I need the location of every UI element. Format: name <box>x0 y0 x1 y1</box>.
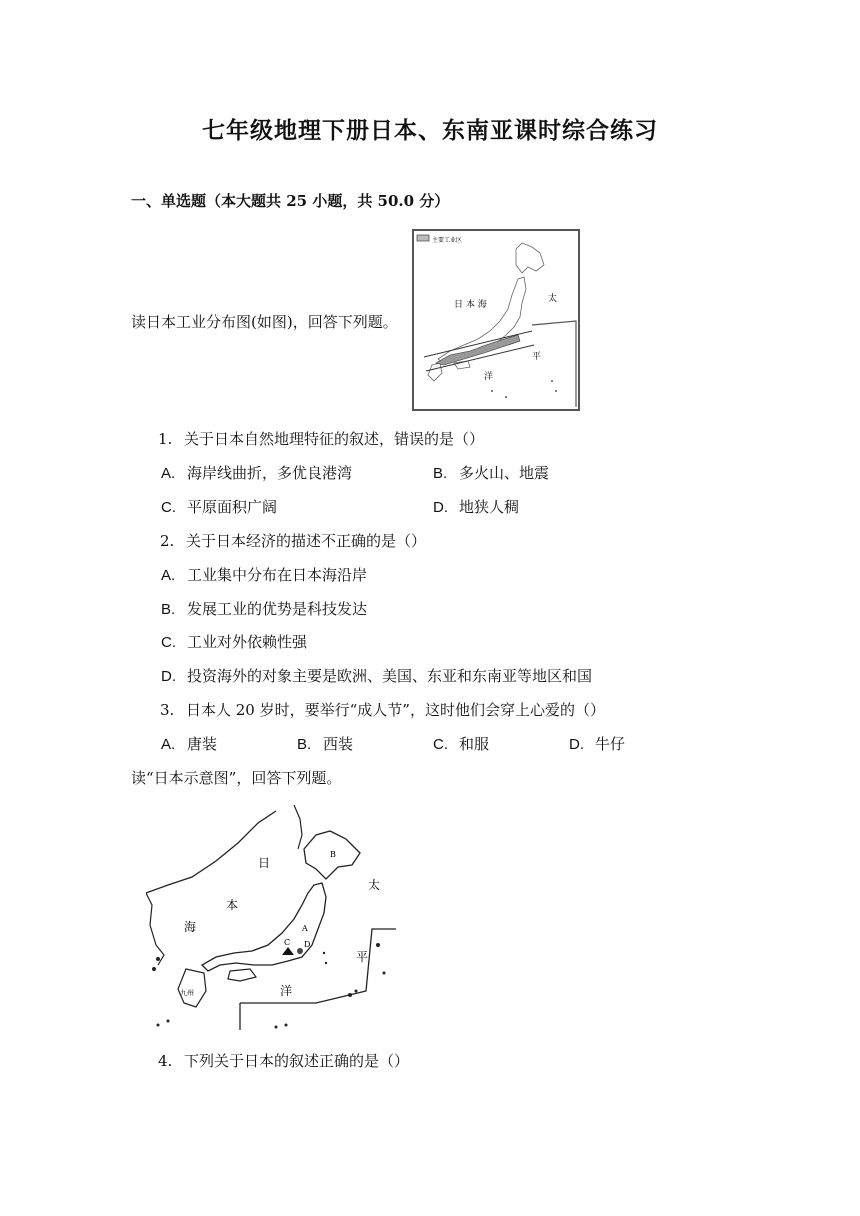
page-title: 七年级地理下册日本、东南亚课时综合练习 <box>202 117 658 144</box>
map2-label-ping: 平 <box>356 950 369 964</box>
japan-schematic-map <box>146 805 400 1030</box>
q2-option-b[interactable] <box>161 598 367 619</box>
option-text: 工业对外依赖性强 <box>187 633 308 651</box>
question-text: 下列关于日本的叙述正确的是（） <box>184 1052 410 1070</box>
question-text: 关于日本自然地理特征的叙述，错误的是（） <box>184 430 485 448</box>
q1-option-c[interactable] <box>161 496 277 517</box>
map2-label-b: B <box>330 850 336 859</box>
map1-sea-label: 日 本 海 <box>454 300 487 310</box>
option-letter: D. <box>569 736 584 753</box>
map2-label-tai: 太 <box>368 878 381 892</box>
option-text: 投资海外的对象主要是欧洲、美国、东亚和东南亚等地区和国 <box>187 667 593 685</box>
section-heading: 一、单选题（本大题共 25 小题，共 50.0 分） <box>131 192 450 210</box>
option-text: 发展工业的优势是科技发达 <box>187 600 368 618</box>
map2-label-jiuzhou: 九州 <box>180 989 194 997</box>
map2-label-hai: 海 <box>184 920 197 934</box>
option-letter: B. <box>297 736 312 753</box>
q2-option-a[interactable] <box>161 564 367 585</box>
map2-label-ri: 日 <box>258 856 271 870</box>
map2-label-yang: 洋 <box>280 984 293 998</box>
question-4 <box>158 1050 409 1071</box>
q3-option-a[interactable] <box>161 733 217 754</box>
option-text: 平原面积广阔 <box>187 498 278 516</box>
q1-option-a[interactable] <box>161 462 352 483</box>
option-letter: C. <box>161 499 176 516</box>
q1-option-d[interactable] <box>433 496 519 517</box>
option-text: 西装 <box>323 735 354 753</box>
question-number: 3. <box>160 701 175 719</box>
intro-text-2: 读“日本示意图”，回答下列题。 <box>131 769 342 787</box>
japan-industry-map <box>412 229 580 411</box>
q3-option-b[interactable] <box>297 733 353 754</box>
option-text: 地狭人稠 <box>459 498 520 516</box>
option-text: 工业集中分布在日本海沿岸 <box>187 566 368 584</box>
option-letter: C. <box>161 634 176 651</box>
question-text: 日本人 20 岁时，要举行“成人节”，这时他们会穿上心爱的（） <box>186 701 605 719</box>
option-letter: B. <box>161 601 176 618</box>
question-3 <box>160 699 605 720</box>
option-letter: A. <box>161 465 176 482</box>
map2-label-a: A <box>302 924 308 933</box>
option-letter: D. <box>433 499 448 516</box>
question-number: 2. <box>160 532 175 550</box>
question-2 <box>160 530 426 551</box>
option-text: 海岸线曲折，多优良港湾 <box>187 464 353 482</box>
question-number: 1. <box>158 430 173 448</box>
option-letter: D. <box>161 668 176 685</box>
map1-ocean-char-1: 太 <box>548 294 558 304</box>
map2-label-d: D <box>304 940 311 949</box>
option-text: 多火山、地震 <box>459 464 550 482</box>
map1-legend: 主要工业区 <box>432 237 463 244</box>
option-text: 唐装 <box>187 735 218 753</box>
q2-option-c[interactable] <box>161 631 307 652</box>
map2-label-ben: 本 <box>226 898 239 912</box>
map1-ocean-char-2: 平 <box>532 352 542 362</box>
option-letter: A. <box>161 736 176 753</box>
option-text: 牛仔 <box>595 735 626 753</box>
q1-option-b[interactable] <box>433 462 549 483</box>
option-text: 和服 <box>459 735 490 753</box>
map2-label-c: C <box>284 938 291 947</box>
option-letter: B. <box>433 465 448 482</box>
intro-text-1: 读日本工业分布图(如图)，回答下列题。 <box>131 313 398 331</box>
q2-option-d[interactable] <box>161 665 592 686</box>
map1-ocean-char-3: 洋 <box>484 372 494 382</box>
q3-option-c[interactable] <box>433 733 489 754</box>
option-letter: C. <box>433 736 448 753</box>
question-number: 4. <box>158 1052 173 1070</box>
q3-option-d[interactable] <box>569 733 625 754</box>
option-letter: A. <box>161 567 176 584</box>
question-1 <box>158 428 484 449</box>
question-text: 关于日本经济的描述不正确的是（） <box>186 532 427 550</box>
